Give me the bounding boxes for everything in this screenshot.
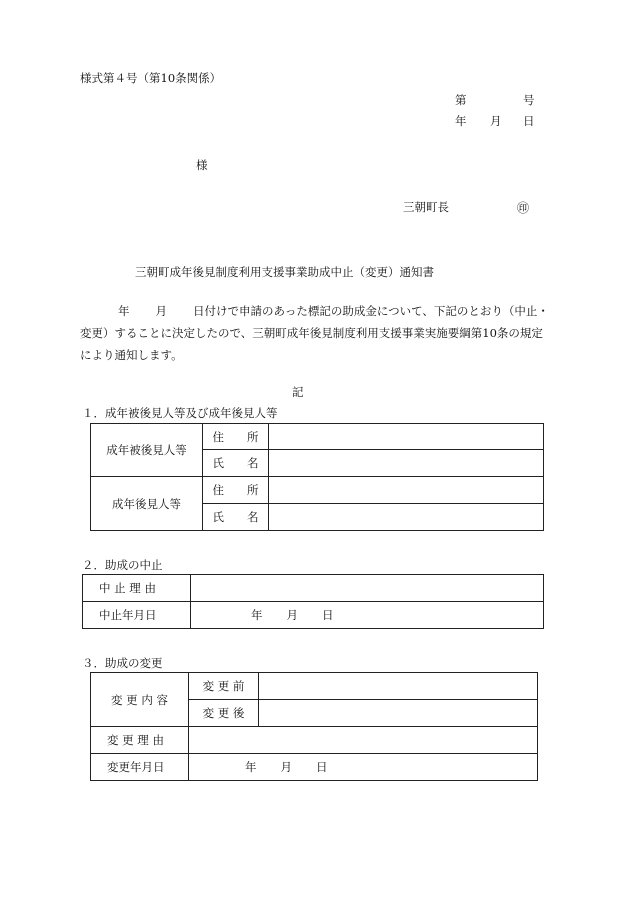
change-content-label: 変 更 内 容 bbox=[91, 673, 189, 727]
body-line-3: により通知します。 bbox=[80, 348, 183, 362]
guardian-address-label: 住 所 bbox=[203, 477, 269, 504]
table-row bbox=[91, 673, 538, 700]
guardian-name-label: 氏 名 bbox=[203, 504, 269, 531]
doc-number-suffix: 号 bbox=[523, 93, 535, 107]
section3-table bbox=[90, 672, 538, 781]
table-row bbox=[91, 754, 538, 781]
body-year: 年 bbox=[118, 304, 130, 318]
body-line-2: 変更）することに決定したので、三朝町成年後見制度利用支援事業実施要綱第10条の規定 bbox=[80, 326, 543, 340]
change-reason-field[interactable] bbox=[189, 727, 538, 754]
stop-date-label: 中止年月日 bbox=[83, 602, 191, 629]
form-number: 様式第４号（第10条関係） bbox=[80, 71, 222, 85]
stop-reason-field[interactable] bbox=[191, 575, 544, 602]
stop-date-month: 月 bbox=[286, 608, 298, 622]
doc-number-prefix: 第 bbox=[455, 93, 467, 107]
ward-address-field[interactable] bbox=[269, 424, 544, 450]
change-reason-label: 変 更 理 由 bbox=[91, 727, 189, 754]
document-title: 三朝町成年後見制度利用支援事業助成中止（変更）通知書 bbox=[135, 265, 434, 279]
body-paragraph bbox=[80, 300, 550, 366]
body-month: 月 bbox=[155, 304, 167, 318]
table-row bbox=[83, 602, 544, 629]
section3-heading: ３．助成の変更 bbox=[82, 656, 163, 670]
ward-name-field[interactable] bbox=[269, 450, 544, 477]
ki-heading: 記 bbox=[292, 385, 304, 399]
section2-table bbox=[82, 574, 544, 629]
table-row bbox=[91, 477, 544, 504]
section2-heading: ２．助成の中止 bbox=[82, 558, 163, 572]
change-after-field[interactable] bbox=[259, 700, 538, 727]
table-row bbox=[91, 424, 544, 450]
stop-reason-label: 中 止 理 由 bbox=[83, 575, 191, 602]
date-month: 月 bbox=[490, 114, 502, 128]
section1-heading: １．成年被後見人等及び成年後見人等 bbox=[82, 406, 278, 420]
guardian-name-field[interactable] bbox=[269, 504, 544, 531]
guardian-group-label: 成年後見人等 bbox=[91, 477, 203, 531]
change-date-label: 変更年月日 bbox=[91, 754, 189, 781]
table-row bbox=[91, 727, 538, 754]
stop-date-year: 年 bbox=[251, 608, 263, 622]
ward-address-label: 住 所 bbox=[203, 424, 269, 450]
seal-mark: ㊞ bbox=[517, 201, 530, 215]
body-line-1-text: 日付けで申請のあった標記の助成金について、下記のとおり（中止・ bbox=[193, 304, 549, 318]
ward-group-label: 成年被後見人等 bbox=[91, 424, 203, 477]
change-before-label: 変 更 前 bbox=[189, 673, 259, 700]
change-date-year: 年 bbox=[245, 760, 257, 774]
addressee-suffix: 様 bbox=[196, 158, 208, 172]
section1-table bbox=[90, 423, 544, 531]
ward-name-label: 氏 名 bbox=[203, 450, 269, 477]
issuer: 三朝町長 bbox=[403, 200, 449, 214]
stop-date-day: 日 bbox=[322, 608, 334, 622]
date-day: 日 bbox=[523, 114, 535, 128]
change-after-label: 変 更 後 bbox=[189, 700, 259, 727]
change-date-day: 日 bbox=[316, 760, 328, 774]
table-row bbox=[83, 575, 544, 602]
date-year: 年 bbox=[455, 114, 467, 128]
change-before-field[interactable] bbox=[259, 673, 538, 700]
change-date-field[interactable] bbox=[189, 754, 538, 781]
stop-date-field[interactable] bbox=[191, 602, 544, 629]
change-date-month: 月 bbox=[280, 760, 292, 774]
body-line-1 bbox=[80, 300, 550, 322]
guardian-address-field[interactable] bbox=[269, 477, 544, 504]
